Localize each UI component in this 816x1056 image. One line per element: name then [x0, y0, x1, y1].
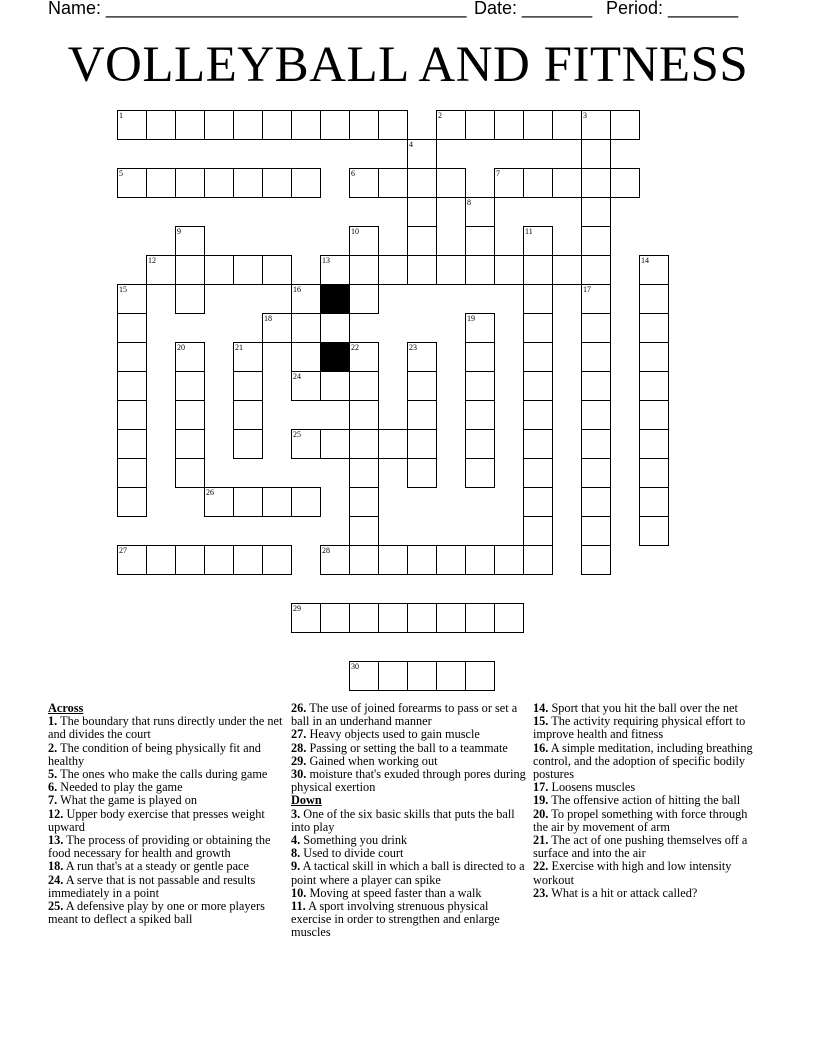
grid-cell[interactable] [320, 545, 350, 575]
clue-item-text: To propel something with force through the air by movement of arm [533, 806, 748, 834]
clue-item-number: 13. [48, 833, 64, 848]
clue-item-text: The act of one pushing themselves off a surface and into the air [533, 833, 748, 861]
down-heading: Down [291, 793, 322, 808]
grid-cell[interactable] [349, 400, 379, 430]
grid-cell[interactable] [320, 429, 350, 459]
grid-cell[interactable] [639, 400, 669, 430]
grid-cell[interactable] [204, 545, 234, 575]
grid-cell[interactable] [291, 487, 321, 517]
clue-item-number: 16. [533, 740, 549, 755]
clue-item-text: The offensive action of hitting the ball [548, 793, 741, 808]
across-heading: Across [48, 701, 84, 715]
grid-cell[interactable] [349, 226, 379, 256]
grid-cell[interactable] [465, 603, 495, 633]
clue-item-number: 19. [533, 793, 549, 808]
clue-item-text: The ones who make the calls during game [57, 767, 268, 782]
grid-cell[interactable] [262, 110, 292, 140]
grid-cell[interactable] [117, 458, 147, 488]
clue-item-number: 25. [48, 899, 64, 914]
grid-cell[interactable] [639, 487, 669, 517]
grid-cell[interactable] [465, 313, 495, 343]
clue-number: 7 [496, 169, 500, 178]
clue-number: 14 [641, 256, 649, 265]
grid-cell[interactable] [349, 110, 379, 140]
clue-item [291, 808, 527, 834]
clue-item-number: 3. [291, 806, 301, 821]
clue-item-text: One of the six basic skills that puts the ball into play [291, 806, 515, 834]
clue-item-number: 7. [48, 793, 58, 808]
grid-cell[interactable] [291, 168, 321, 198]
grid-cell[interactable] [523, 110, 553, 140]
grid-cell[interactable] [407, 661, 437, 691]
clue-number: 3 [583, 111, 587, 120]
grid-cell[interactable] [233, 342, 263, 372]
grid-cell[interactable] [320, 313, 350, 343]
grid-cell[interactable] [233, 168, 263, 198]
clue-number: 25 [293, 430, 301, 439]
clue-number: 19 [467, 314, 475, 323]
grid-cell[interactable] [581, 342, 611, 372]
grid-cell[interactable] [117, 371, 147, 401]
grid-cell[interactable] [378, 110, 408, 140]
clue-number: 28 [322, 546, 330, 555]
grid-cell[interactable] [465, 110, 495, 140]
grid-cell[interactable] [117, 487, 147, 517]
grid-cell[interactable] [320, 371, 350, 401]
clue-item-text: Gained when working out [306, 753, 438, 768]
grid-cell[interactable] [523, 342, 553, 372]
clue-list [533, 702, 765, 900]
grid-cell[interactable] [465, 661, 495, 691]
grid-cell[interactable] [581, 284, 611, 314]
clue-item-text: The activity requiring physical effort to improve health and fitness [533, 714, 746, 742]
clue-number: 18 [264, 314, 272, 323]
grid-cell[interactable] [581, 139, 611, 169]
clue-item [291, 900, 527, 940]
grid-cell[interactable] [349, 603, 379, 633]
clue-number: 8 [467, 198, 471, 207]
clue-item-number: 12. [48, 806, 64, 821]
grid-cell[interactable] [407, 342, 437, 372]
grid-cell[interactable] [581, 226, 611, 256]
grid-cell[interactable] [639, 313, 669, 343]
grid-cell[interactable] [407, 400, 437, 430]
grid-cell[interactable] [494, 168, 524, 198]
clue-list [291, 702, 527, 794]
grid-cell[interactable] [233, 371, 263, 401]
clue-number: 20 [177, 343, 185, 352]
grid-cell[interactable] [581, 545, 611, 575]
clue-item-number: 23. [533, 885, 549, 900]
clue-item-text: A run that's at a steady or gentle pace [63, 859, 249, 874]
clue-number: 22 [351, 343, 359, 352]
grid-cell[interactable] [349, 371, 379, 401]
grid-cell[interactable] [320, 603, 350, 633]
clue-number: 23 [409, 343, 417, 352]
clues-column-3 [533, 702, 765, 900]
clue-item-number: 6. [48, 780, 58, 795]
clue-number: 24 [293, 372, 301, 381]
clue-item [291, 702, 527, 728]
clue-item [48, 900, 284, 926]
grid-cell[interactable] [581, 487, 611, 517]
clue-item [48, 874, 284, 900]
clue-item-text: The condition of being physically fit and healthy [48, 740, 261, 768]
clue-item-text: Moving at speed faster than a walk [306, 885, 482, 900]
grid-cell[interactable] [639, 371, 669, 401]
grid-cell[interactable] [262, 313, 292, 343]
clue-item-number: 14. [533, 701, 549, 715]
clue-item-number: 1. [48, 714, 58, 729]
clue-number: 29 [293, 604, 301, 613]
grid-cell[interactable] [465, 400, 495, 430]
black-cell [320, 342, 350, 372]
grid-cell[interactable] [465, 458, 495, 488]
grid-cell[interactable] [581, 400, 611, 430]
grid-cell[interactable] [407, 429, 437, 459]
clue-item-number: 20. [533, 806, 549, 821]
grid-cell[interactable] [639, 284, 669, 314]
clue-number: 15 [119, 285, 127, 294]
grid-cell[interactable] [349, 458, 379, 488]
grid-cell[interactable] [407, 545, 437, 575]
clue-item-number: 18. [48, 859, 64, 874]
grid-cell[interactable] [146, 110, 176, 140]
clue-item [48, 742, 284, 768]
grid-cell[interactable] [465, 226, 495, 256]
grid-cell[interactable] [436, 110, 466, 140]
clue-item-text: Passing or setting the ball to a teammate [306, 740, 508, 755]
grid-cell[interactable] [523, 400, 553, 430]
grid-cell[interactable] [291, 284, 321, 314]
clue-item-text: moisture that's exuded through pores during physical exertion [291, 767, 526, 795]
grid-cell[interactable] [117, 545, 147, 575]
grid-cell[interactable] [291, 110, 321, 140]
clue-item-number: 24. [48, 872, 64, 887]
grid-cell[interactable] [204, 168, 234, 198]
clue-number: 26 [206, 488, 214, 497]
grid-cell[interactable] [291, 342, 321, 372]
clue-item-number: 5. [48, 767, 58, 782]
grid-cell[interactable] [349, 429, 379, 459]
grid-cell[interactable] [117, 168, 147, 198]
grid-cell[interactable] [465, 429, 495, 459]
grid-cell[interactable] [378, 661, 408, 691]
clue-number: 11 [525, 227, 533, 236]
grid-cell[interactable] [436, 168, 466, 198]
grid-cell[interactable] [117, 400, 147, 430]
grid-cell[interactable] [523, 313, 553, 343]
grid-cell[interactable] [320, 255, 350, 285]
clue-number: 4 [409, 140, 413, 149]
grid-cell[interactable] [146, 168, 176, 198]
grid-cell[interactable] [320, 110, 350, 140]
clue-item-number: 22. [533, 859, 549, 874]
grid-cell[interactable] [175, 255, 205, 285]
grid-cell[interactable] [465, 197, 495, 227]
clue-number: 21 [235, 343, 243, 352]
grid-cell[interactable] [639, 429, 669, 459]
grid-cell[interactable] [349, 255, 379, 285]
grid-cell[interactable] [378, 545, 408, 575]
clue-item-text: Heavy objects used to gain muscle [306, 727, 480, 742]
grid-cell[interactable] [407, 371, 437, 401]
clue-item-number: 10. [291, 885, 307, 900]
clue-item-text: Sport that you hit the ball over the net [548, 701, 738, 715]
grid-cell[interactable] [262, 255, 292, 285]
grid-cell[interactable] [581, 255, 611, 285]
grid-cell[interactable] [552, 168, 582, 198]
grid-cell[interactable] [175, 429, 205, 459]
clue-item-number: 28. [291, 740, 307, 755]
clue-item-text: Used to divide court [300, 846, 404, 861]
grid-cell[interactable] [523, 545, 553, 575]
grid-cell[interactable] [523, 284, 553, 314]
grid-cell[interactable] [407, 168, 437, 198]
grid-cell[interactable] [407, 458, 437, 488]
grid-cell[interactable] [204, 255, 234, 285]
grid-cell[interactable] [175, 342, 205, 372]
clue-item [533, 742, 765, 782]
grid-cell[interactable] [523, 168, 553, 198]
grid-cell[interactable] [349, 661, 379, 691]
clue-item [533, 860, 765, 886]
clue-number: 13 [322, 256, 330, 265]
grid-cell[interactable] [523, 371, 553, 401]
clue-item-text: The boundary that runs directly under the net and divides the court [48, 714, 283, 742]
clue-number: 6 [351, 169, 355, 178]
clue-number: 12 [148, 256, 156, 265]
clue-item-text: A simple meditation, including breathing control, and the adoption of specific bodily postures [533, 740, 753, 782]
clue-item-number: 30. [291, 767, 307, 782]
grid-cell[interactable] [291, 313, 321, 343]
grid-cell[interactable] [581, 458, 611, 488]
grid-cell[interactable] [639, 516, 669, 546]
clue-number: 16 [293, 285, 301, 294]
grid-cell[interactable] [523, 516, 553, 546]
clue-number: 17 [583, 285, 591, 294]
grid-cell[interactable] [581, 313, 611, 343]
grid-cell[interactable] [146, 545, 176, 575]
clue-item [48, 715, 284, 741]
clue-item-text: Upper body exercise that presses weight upward [48, 806, 265, 834]
date-field[interactable]: Date: _______ [474, 0, 593, 18]
grid-cell[interactable] [436, 545, 466, 575]
clues-column-2 [291, 702, 527, 940]
grid-cell[interactable] [233, 429, 263, 459]
clue-item-text: A tactical skill in which a ball is directed to a point where a player can spike [291, 859, 525, 887]
grid-cell[interactable] [291, 603, 321, 633]
clue-item-number: 29. [291, 753, 307, 768]
clue-number: 27 [119, 546, 127, 555]
clue-item-text: The process of providing or obtaining the food necessary for health and growth [48, 833, 271, 861]
grid-cell[interactable] [349, 168, 379, 198]
clue-item [48, 834, 284, 860]
grid-cell[interactable] [262, 487, 292, 517]
grid-cell[interactable] [175, 226, 205, 256]
grid-cell[interactable] [581, 110, 611, 140]
grid-cell[interactable] [349, 545, 379, 575]
grid-cell[interactable] [117, 284, 147, 314]
clue-item-text: Something you drink [300, 833, 408, 848]
black-cell [320, 284, 350, 314]
grid-cell[interactable] [378, 429, 408, 459]
grid-cell[interactable] [291, 371, 321, 401]
clue-item [291, 860, 527, 886]
grid-cell[interactable] [552, 110, 582, 140]
grid-cell[interactable] [552, 255, 582, 285]
clue-item-number: 11. [291, 899, 306, 914]
clue-item-number: 9. [291, 859, 301, 874]
clue-item-text: Loosens muscles [548, 780, 636, 795]
grid-cell[interactable] [117, 429, 147, 459]
grid-cell[interactable] [378, 168, 408, 198]
grid-cell[interactable] [639, 255, 669, 285]
grid-cell[interactable] [349, 284, 379, 314]
grid-cell[interactable] [378, 603, 408, 633]
grid-cell[interactable] [233, 487, 263, 517]
grid-cell[interactable] [175, 284, 205, 314]
clue-item-text: The use of joined forearms to pass or set a ball in an underhand manner [291, 701, 518, 729]
clue-item [533, 715, 765, 741]
clue-item [48, 808, 284, 834]
grid-cell[interactable] [233, 255, 263, 285]
clue-item-text: What is a hit or attack called? [548, 885, 698, 900]
grid-cell[interactable] [233, 400, 263, 430]
clue-item-text: Needed to play the game [57, 780, 183, 795]
grid-cell[interactable] [436, 603, 466, 633]
clue-item-text: A sport involving strenuous physical exercise in order to strengthen and enlarge muscles [291, 899, 500, 940]
grid-cell[interactable] [407, 603, 437, 633]
grid-cell[interactable] [465, 371, 495, 401]
grid-cell[interactable] [378, 255, 408, 285]
grid-cell[interactable] [146, 255, 176, 285]
grid-cell[interactable] [494, 545, 524, 575]
clue-list [291, 808, 527, 940]
grid-cell[interactable] [639, 458, 669, 488]
clue-item-text: A serve that is not passable and results immediately in a point [48, 872, 256, 900]
clue-item [533, 887, 765, 900]
grid-cell[interactable] [233, 110, 263, 140]
clue-number: 30 [351, 662, 359, 671]
grid-cell[interactable] [639, 342, 669, 372]
grid-cell[interactable] [581, 516, 611, 546]
clue-item [291, 768, 527, 794]
grid-cell[interactable] [349, 487, 379, 517]
clue-item-text: Exercise with high and low intensity workout [533, 859, 732, 887]
grid-cell[interactable] [436, 255, 466, 285]
clue-item-number: 8. [291, 846, 301, 861]
grid-cell[interactable] [407, 197, 437, 227]
clue-number: 9 [177, 227, 181, 236]
grid-cell[interactable] [233, 545, 263, 575]
grid-cell[interactable] [204, 487, 234, 517]
clue-item-number: 4. [291, 833, 301, 848]
grid-cell[interactable] [349, 516, 379, 546]
grid-cell[interactable] [581, 371, 611, 401]
grid-cell[interactable] [523, 255, 553, 285]
clue-item-number: 2. [48, 740, 58, 755]
clue-item-text: What the game is played on [57, 793, 198, 808]
clues-column-1 [48, 702, 284, 926]
clue-number: 1 [119, 111, 123, 120]
clue-list [48, 715, 284, 926]
grid-cell[interactable] [610, 110, 640, 140]
grid-cell[interactable] [262, 545, 292, 575]
grid-cell[interactable] [523, 458, 553, 488]
page-title: VOLLEYBALL AND FITNESS [67, 37, 749, 93]
grid-cell[interactable] [117, 110, 147, 140]
grid-cell[interactable] [523, 429, 553, 459]
grid-cell[interactable] [407, 226, 437, 256]
grid-cell[interactable] [117, 313, 147, 343]
clue-number: 5 [119, 169, 123, 178]
clue-item-number: 17. [533, 780, 549, 795]
grid-cell[interactable] [175, 168, 205, 198]
grid-cell[interactable] [175, 371, 205, 401]
clue-item [533, 808, 765, 834]
grid-cell[interactable] [494, 603, 524, 633]
grid-cell[interactable] [204, 110, 234, 140]
grid-cell[interactable] [465, 342, 495, 372]
grid-cell[interactable] [494, 110, 524, 140]
grid-cell[interactable] [175, 110, 205, 140]
clue-item-text: A defensive play by one or more players meant to deflect a spiked ball [48, 899, 265, 927]
grid-cell[interactable] [262, 168, 292, 198]
period-field[interactable]: Period: _______ [606, 0, 739, 18]
clue-item-number: 21. [533, 833, 549, 848]
clue-item-number: 27. [291, 727, 307, 742]
grid-cell[interactable] [117, 342, 147, 372]
clue-item [533, 834, 765, 860]
grid-cell[interactable] [349, 342, 379, 372]
grid-cell[interactable] [175, 458, 205, 488]
grid-cell[interactable] [465, 255, 495, 285]
clue-item-number: 15. [533, 714, 549, 729]
name-field[interactable]: Name: ____________________________________ [48, 0, 467, 18]
grid-cell[interactable] [407, 255, 437, 285]
grid-cell[interactable] [610, 168, 640, 198]
grid-cell[interactable] [407, 139, 437, 169]
grid-cell[interactable] [175, 400, 205, 430]
grid-cell[interactable] [523, 226, 553, 256]
grid-cell[interactable] [436, 661, 466, 691]
grid-cell[interactable] [465, 545, 495, 575]
clue-item-number: 26. [291, 701, 307, 715]
clue-number: 2 [438, 111, 442, 120]
grid-cell[interactable] [291, 429, 321, 459]
grid-cell[interactable] [175, 545, 205, 575]
grid-cell[interactable] [581, 197, 611, 227]
grid-cell[interactable] [523, 487, 553, 517]
grid-cell[interactable] [581, 168, 611, 198]
grid-cell[interactable] [581, 429, 611, 459]
grid-cell[interactable] [494, 255, 524, 285]
clue-number: 10 [351, 227, 359, 236]
